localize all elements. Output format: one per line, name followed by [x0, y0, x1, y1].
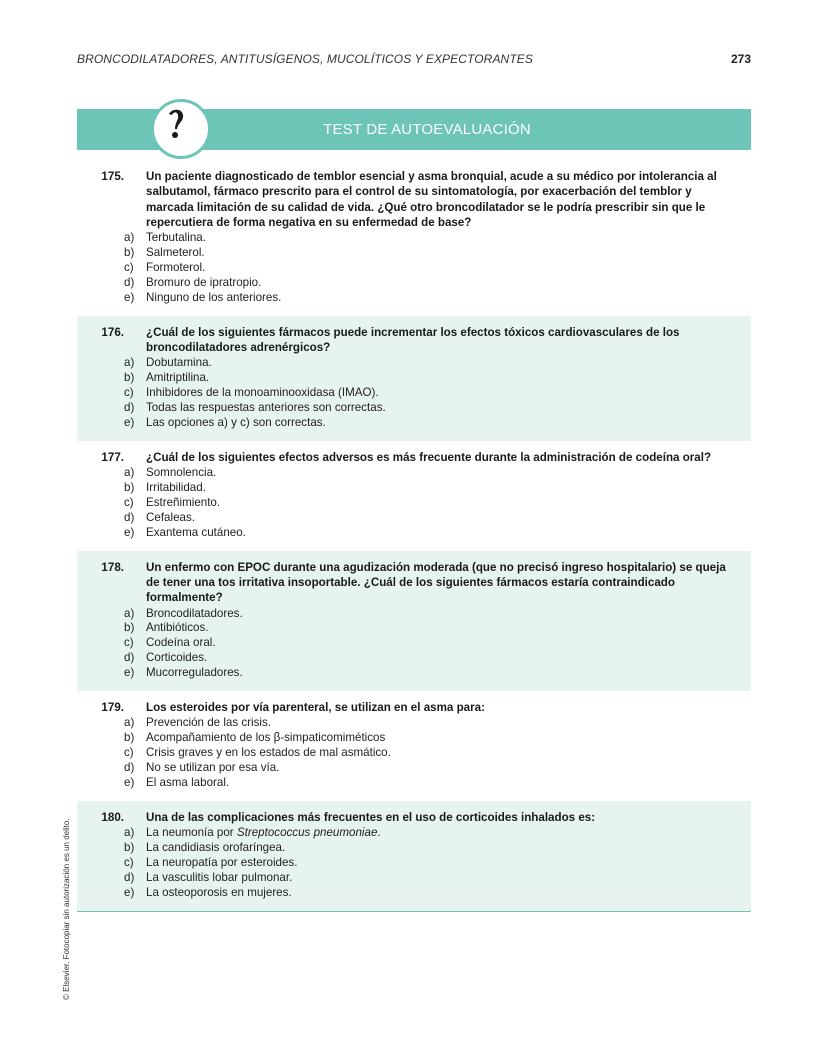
answer-option — [77, 607, 751, 622]
option-letter: c) — [124, 495, 134, 509]
question-block — [77, 801, 751, 911]
question-text: Un enfermo con EPOC durante una agudización moderada (que no precisó ingreso hospitalario) se queja de tener una tos irritativa insoportable. ¿Cuál de los siguientes fármacos estaría contraindicado formalmente? — [146, 560, 726, 605]
option-text: Somnolencia. — [146, 466, 217, 480]
answer-option — [77, 871, 751, 886]
running-header — [77, 52, 751, 70]
answer-option — [77, 246, 751, 261]
option-text: Amitriptilina. — [146, 371, 210, 385]
option-letter: a) — [124, 826, 135, 840]
option-letter: e) — [124, 885, 135, 899]
answer-option — [77, 511, 751, 526]
option-letter: b) — [124, 481, 135, 495]
option-letter: c) — [124, 636, 134, 650]
option-text: Inhibidores de la monoaminooxidasa (IMAO). — [146, 386, 379, 400]
answer-option — [77, 886, 751, 901]
option-text: Las opciones a) y c) son correctas. — [146, 415, 326, 429]
option-text: La neuropatía por esteroides. — [146, 856, 298, 870]
answer-option — [77, 746, 751, 761]
option-text: Exantema cutáneo. — [146, 525, 246, 539]
option-letter: c) — [124, 856, 134, 870]
page-number: 273 — [730, 52, 751, 66]
answer-option — [77, 401, 751, 416]
option-text-italic: Streptococcus pneumoniae — [236, 826, 378, 840]
answer-option — [77, 666, 751, 681]
question-text: ¿Cuál de los siguientes efectos adversos es más frecuente durante la administración de codeína oral? — [146, 450, 712, 464]
option-text: Dobutamina. — [146, 356, 212, 370]
answer-option — [77, 636, 751, 651]
answer-option — [77, 291, 751, 306]
question-stem — [77, 169, 751, 230]
option-text: Prevención de las crisis. — [146, 716, 272, 730]
question-stem — [77, 810, 751, 825]
option-text: Ninguno de los anteriores. — [146, 290, 282, 304]
answer-option — [77, 716, 751, 731]
question-block — [77, 441, 751, 551]
option-letter: a) — [124, 716, 135, 730]
question-number: 177. — [101, 450, 124, 464]
option-text: Salmeterol. — [146, 246, 205, 260]
option-text: No se utilizan por esa vía. — [146, 761, 280, 775]
option-letter: b) — [124, 371, 135, 385]
question-number: 180. — [101, 810, 124, 824]
option-letter: d) — [124, 870, 135, 884]
question-number: 175. — [101, 170, 124, 183]
option-letter: a) — [124, 606, 135, 620]
option-text: Todas las respuestas anteriores son correctas. — [146, 401, 386, 415]
option-letter: e) — [124, 776, 135, 790]
option-letter: b) — [124, 246, 135, 260]
question-text: Los esteroides por vía parenteral, se utilizan en el asma para: — [146, 701, 485, 715]
option-text: Estreñimiento. — [146, 495, 221, 509]
option-text-suffix: . — [377, 826, 381, 840]
running-title: BRONCODILATADORES, ANTITUSÍGENOS, MUCOLÍTICOS Y EXPECTORANTES — [77, 52, 533, 66]
answer-option — [77, 621, 751, 636]
option-letter: d) — [124, 401, 135, 415]
option-letter: e) — [124, 666, 135, 680]
option-text: Terbutalina. — [146, 231, 206, 245]
option-letter: c) — [124, 746, 134, 760]
answer-option — [77, 856, 751, 871]
option-letter: a) — [124, 231, 135, 245]
answer-option — [77, 416, 751, 431]
answer-option — [77, 231, 751, 246]
question-stem — [77, 450, 751, 465]
option-text: Corticoides. — [146, 651, 208, 665]
option-text: Acompañamiento de los β-simpaticomiméticos — [146, 731, 386, 745]
option-text: Broncodilatadores. — [146, 606, 243, 620]
answer-option — [77, 496, 751, 511]
question-text: Una de las complicaciones más frecuentes en el uso de corticoides inhalados es: — [146, 810, 596, 824]
option-letter: e) — [124, 290, 135, 304]
question-list — [77, 160, 751, 912]
option-letter: d) — [124, 510, 135, 524]
option-text: Formoterol. — [146, 261, 206, 274]
option-text: Irritabilidad. — [146, 481, 206, 495]
option-letter: d) — [124, 651, 135, 665]
option-letter: e) — [124, 525, 135, 539]
answer-option — [77, 386, 751, 401]
question-block — [77, 160, 751, 316]
option-letter: e) — [124, 415, 135, 429]
answer-option — [77, 651, 751, 666]
question-stem — [77, 700, 751, 715]
option-text: La candidiasis orofaríngea. — [146, 841, 286, 855]
option-letter: a) — [124, 356, 135, 370]
option-letter: c) — [124, 261, 134, 274]
question-block — [77, 316, 751, 441]
option-text-part: La neumonía por — [146, 826, 237, 840]
option-text: Codeína oral. — [146, 636, 216, 650]
option-text — [146, 826, 751, 841]
question-number: 178. — [101, 560, 124, 574]
answer-option — [77, 371, 751, 386]
exclamation-mark-icon — [151, 99, 211, 159]
option-letter: c) — [124, 386, 134, 400]
answer-option — [77, 261, 751, 276]
option-letter: b) — [124, 841, 135, 855]
copyright-note: © Elsevier. Fotocopiar sin autorización es un delito. — [62, 818, 71, 1000]
option-text: Mucorreguladores. — [146, 666, 243, 680]
option-text: El asma laboral. — [146, 776, 230, 790]
question-stem — [77, 325, 751, 356]
answer-option — [77, 276, 751, 291]
option-letter: b) — [124, 731, 135, 745]
option-letter: b) — [124, 621, 135, 635]
question-stem — [77, 560, 751, 606]
question-block — [77, 551, 751, 691]
answer-option — [77, 466, 751, 481]
question-text: Un paciente diagnosticado de temblor esencial y asma bronquial, acude a su médico por intolerancia al salbutamol, fármaco prescrito para el control de su sintomatología, por exacerbación del temblor y marcada limitación de su calidad de vida. ¿Qué otro broncodilatador se le podría prescribir sin que le repercutiera de forma negativa en su enfermedad de base? — [146, 170, 717, 229]
option-text: Cefaleas. — [146, 510, 195, 524]
option-text: Bromuro de ipratropio. — [146, 275, 262, 289]
answer-option — [77, 841, 751, 856]
answer-option — [77, 776, 751, 791]
answer-option — [77, 481, 751, 496]
option-text: La vasculitis lobar pulmonar. — [146, 870, 293, 884]
question-block — [77, 691, 751, 801]
question-text: ¿Cuál de los siguientes fármacos puede incrementar los efectos tóxicos cardiovasculares de los broncodilatadores adrenérgicos? — [146, 325, 680, 355]
option-text: Antibióticos. — [146, 621, 209, 635]
question-number: 176. — [101, 325, 124, 339]
question-number: 179. — [101, 701, 124, 715]
answer-option — [77, 761, 751, 776]
option-letter: a) — [124, 466, 135, 480]
option-text: La osteoporosis en mujeres. — [146, 885, 292, 899]
answer-option — [77, 731, 751, 746]
option-letter: d) — [124, 761, 135, 775]
banner-title: TEST DE AUTOEVALUACIÓN — [323, 121, 531, 138]
end-rule — [77, 911, 751, 912]
answer-option — [77, 826, 751, 841]
answer-option — [77, 356, 751, 371]
option-letter: d) — [124, 275, 135, 289]
answer-option — [77, 526, 751, 541]
option-text: Crisis graves y en los estados de mal asmático. — [146, 746, 391, 760]
